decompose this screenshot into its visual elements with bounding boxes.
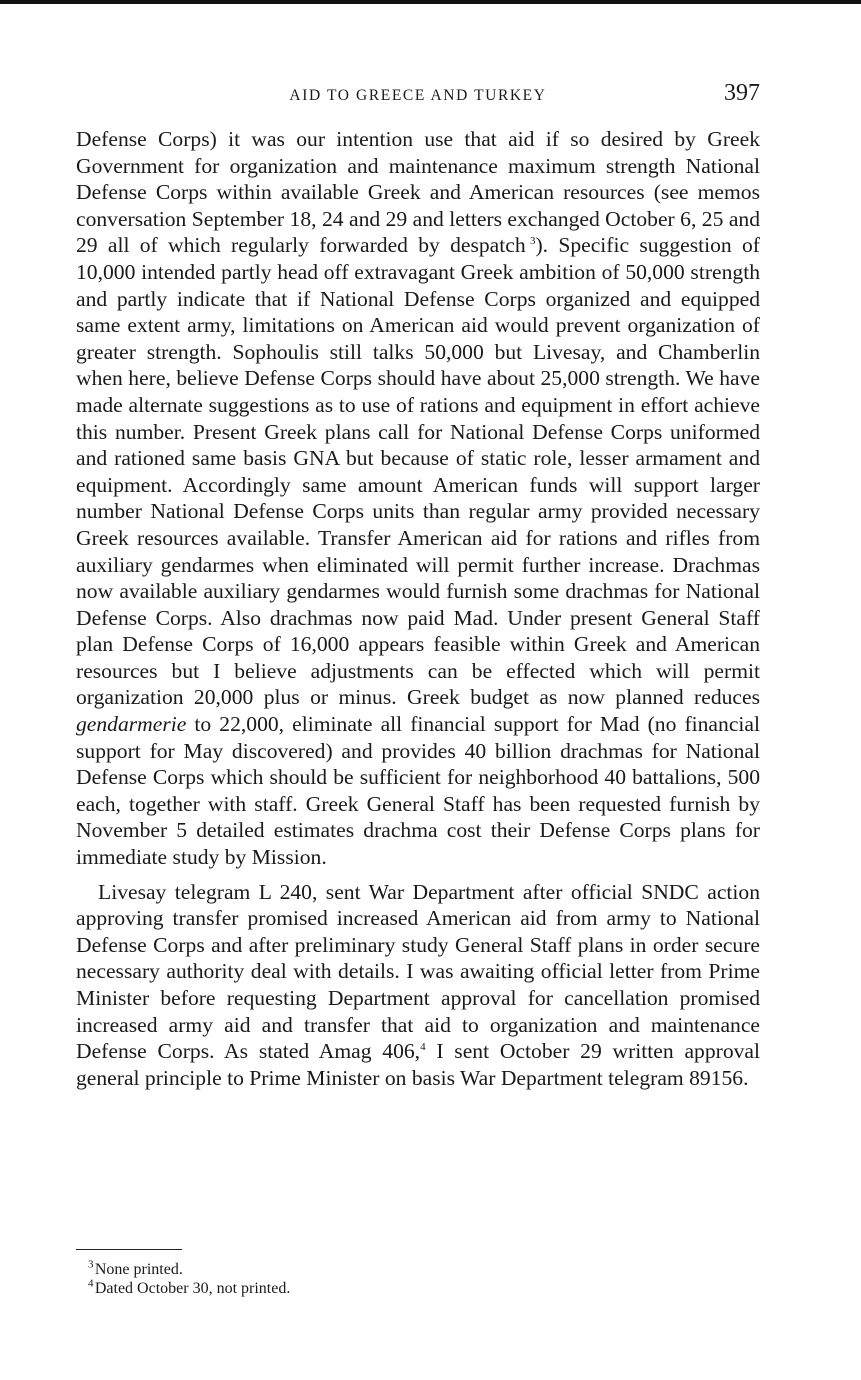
footnote-3-marker: 3 — [88, 1258, 94, 1271]
paragraph-1 — [76, 126, 760, 871]
footnote-ref-3: 3 — [529, 235, 536, 248]
footnote-3-text: None printed. — [94, 1261, 183, 1278]
footnote-divider — [76, 1249, 182, 1250]
italic-term-gendarmerie: gendarmerie — [76, 712, 187, 737]
footnote-4 — [88, 1279, 748, 1298]
body-text — [76, 126, 760, 1091]
page-number: 397 — [724, 80, 760, 106]
top-border-rule — [0, 0, 861, 4]
footnotes — [88, 1260, 748, 1298]
paragraph-1-text-b: ). Specific suggestion of 10,000 intended partly head off extravagant Greek ambition of 50,000 strength and partly indicate that if National Defense Corps organized and equipped same extent army, limitations on American aid would prevent organization of greater strength. Sophoulis still talks 50,000 but Livesay, and Chamberlin when here, believe Defense Corps should have about 25,000 strength. We have made alternate suggestions as to use of rations and equipment in effort achieve this number. Present Greek plans call for National Defense Corps uniformed and rationed same basis GNA but because of static role, lesser armament and equipment. Accordingly same amount American funds will support larger number National Defense Corps units than regular army provided necessary Greek resources available. Transfer American aid for rations and rifles from auxiliary gendarmes when eliminated will permit further increase. Drachmas now available auxiliary gendarmes would furnish some drachmas for National Defense Corps. Also drachmas now paid Mad. Under present General Staff plan Defense Corps of 16,000 appears feasible within Greek and American resources but I believe adjustments can be effected which will permit organization 20,000 plus or minus. Greek budget as now planned reduces — [76, 233, 760, 710]
footnote-4-text: Dated October 30, not printed. — [94, 1280, 291, 1297]
footnote-ref-4: 4 — [420, 1041, 426, 1053]
paragraph-2-text-a: Livesay telegram L 240, sent War Department after official SNDC action approving transfer promised increased American aid from army to National Defense Corps and after preliminary study General Staff plans in order secure necessary authority deal with details. I was awaiting official letter from Prime Minister before requesting Department approval for cancellation promised increased army aid and transfer that aid to organization and maintenance Defense Corps. As stated Amag 406, — [76, 879, 760, 1064]
running-title: AID TO GREECE AND TURKEY — [289, 87, 547, 104]
footnote-3 — [88, 1260, 748, 1279]
paragraph-1-text-a: Defense Corps) it was our intention use that aid if so desired by Greek Government for organization and maintenance maximum strength National Defense Corps within available Greek and American resources (see memos conversation September 18, 24 and 29 and letters exchanged October 6, 25 and 29 all of which regularly forwarded by despatch — [76, 127, 760, 258]
paragraph-2-text-b: I sent October 29 written approval general principle to Prime Minister on basis War Department telegram 89156. — [76, 1039, 760, 1090]
running-header — [76, 80, 760, 114]
paragraph-1-text-c: to 22,000, eliminate all financial support for Mad (no financial support for May discovered) and provides 40 billion drachmas for National Defense Corps which should be sufficient for neighborhood 40 battalions, 500 each, together with staff. Greek General Staff has been requested furnish by November 5 detailed estimates drachma cost their Defense Corps plans for immediate study by Mission. — [76, 712, 760, 870]
paragraph-2 — [76, 879, 760, 1092]
footnote-4-marker: 4 — [88, 1277, 94, 1290]
